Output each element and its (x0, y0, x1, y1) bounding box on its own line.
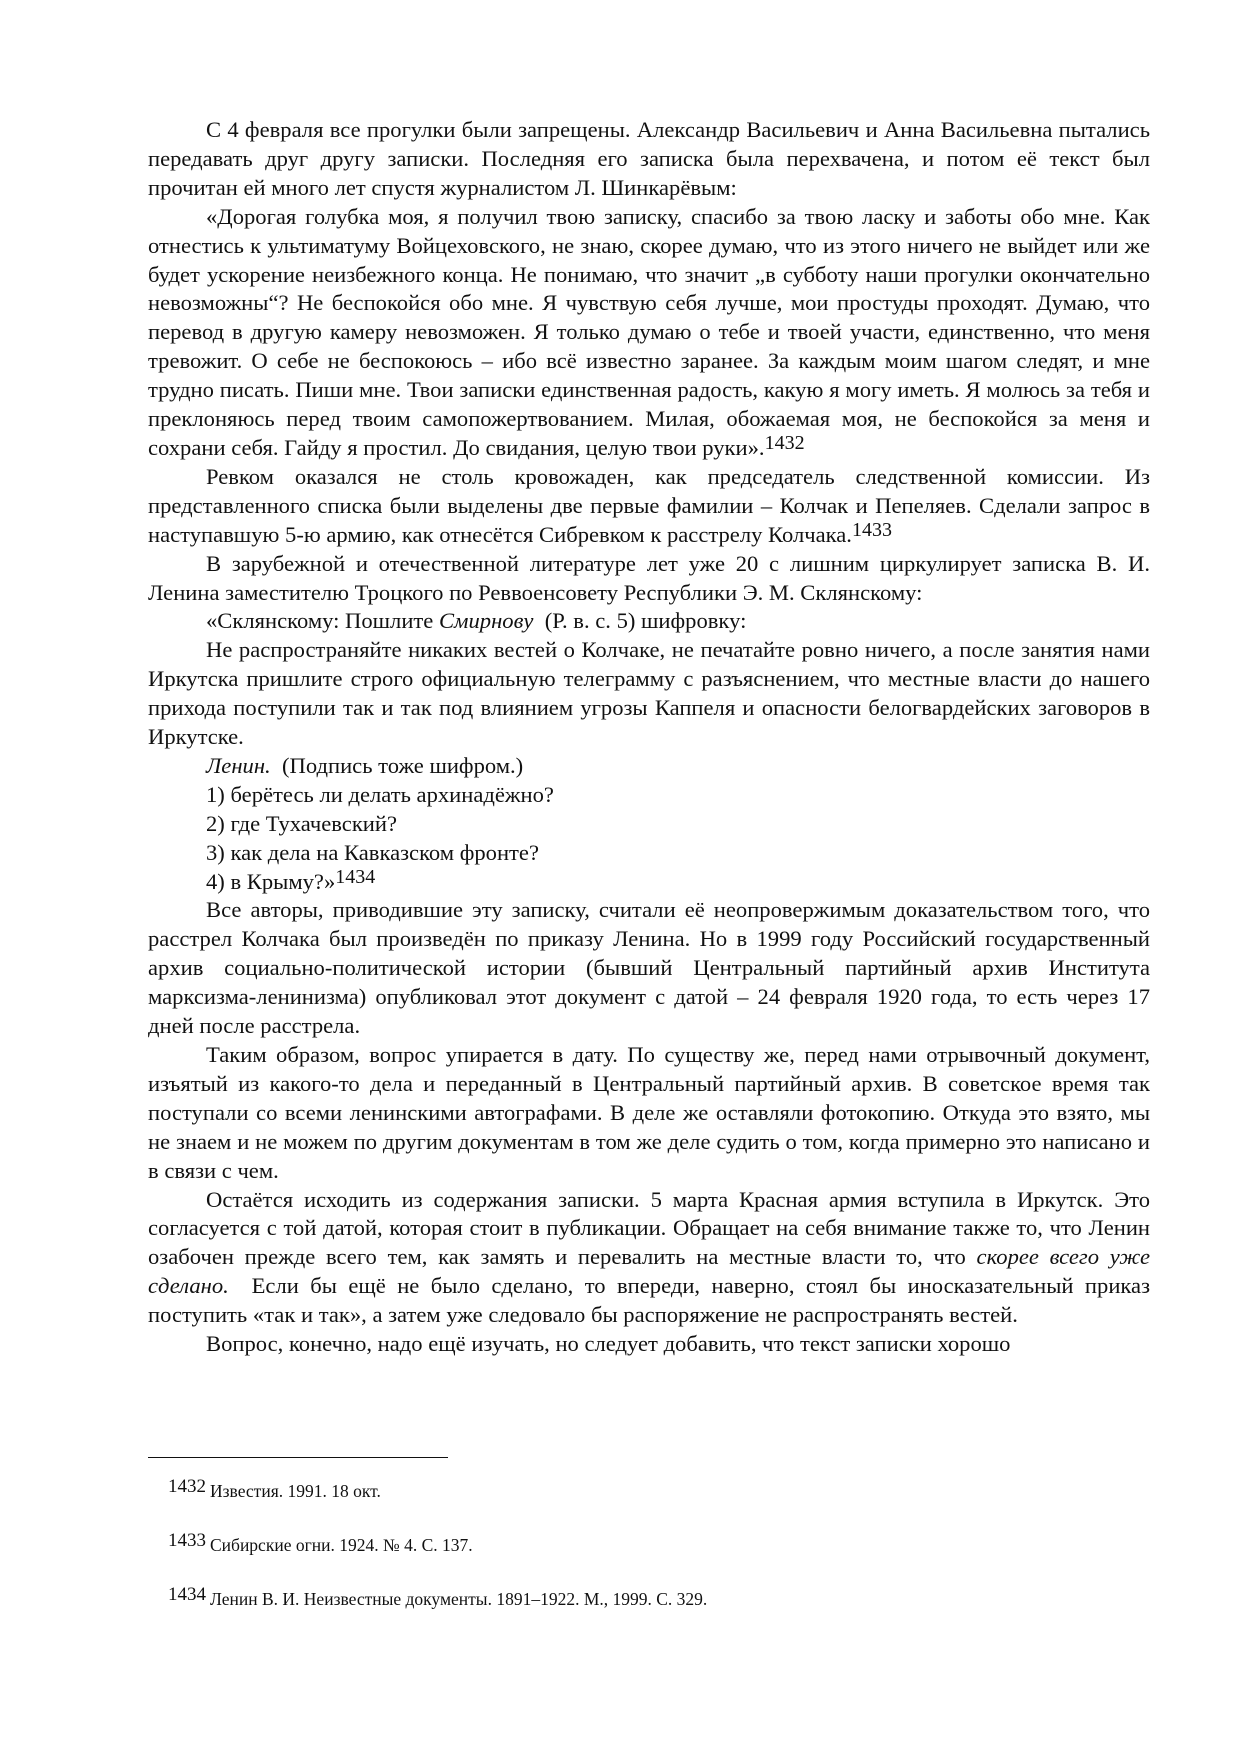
footnote (168, 1476, 381, 1502)
italic-phrase: скорее всего уже сделано. (148, 1244, 1150, 1299)
footnote-number: 1432 (168, 1476, 206, 1497)
paragraph-text: Остаётся исходить из содержания записки. 5 марта Красная армия вступила в Иркутск. Это согласуется с той датой, которая стоит в публикации. Обращает на себя внимание также то, что Ленин озабочен прежде всего тем, как замять и перевалить на местные власти то, что (148, 1186, 1150, 1270)
footnote-text: Ленин В. И. Неизвестные документы. 1891–1922. М., 1999. С. 329. (210, 1589, 708, 1609)
paragraph: Вопрос, конечно, надо ещё изучать, но следует добавить, что текст записки хорошо (206, 1331, 1011, 1357)
footnote-ref[interactable]: 1434 (335, 865, 376, 888)
footnote-ref[interactable]: 1432 (764, 431, 805, 454)
list-item: 1) берётесь ли делать архинадёжно? (206, 781, 554, 807)
list-item: 2) где Тухачевский? (206, 810, 398, 836)
paragraph-text: «Склянскому: Пошлите (206, 608, 434, 634)
footnote (168, 1530, 473, 1556)
list-item: 3) как дела на Кавказском фронте? (206, 839, 539, 865)
main-text (148, 116, 1150, 1359)
quote-text: «Дорогая голубка моя, я получил твою записку, спасибо за твою ласку и заботы обо мне. Как отнестись к ультиматуму Войцеховского, не знаю, скорее думаю, что из этого ничего не выйдет или же будет ускорение неизбежного конца. Не понимаю, что значит „в субботу наши прогулки окончательно невозможны“? Не беспокойся обо мне. Я чувствую себя лучше, мои простуды проходят. Думаю, что перевод в другую камеру невозможен. Я только думаю о тебе и твоей участи, единственно, что меня тревожит. О себе не беспокоюсь – ибо всё известно заранее. За каждым моим шагом следят, и мне трудно писать. Пиши мне. Твои записки единственная радость, какую я могу иметь. Я молюсь за тебя и преклоняюсь перед твоим самопожертвованием. Милая, обожаемая моя, не беспокойся за меня и сохрани себя. Гайду я простил. До свидания, целую твои руки». (148, 203, 1150, 460)
signature-note: (Подпись тоже шифром.) (282, 752, 524, 778)
footnote-number: 1434 (168, 1584, 206, 1605)
footnote-divider (148, 1457, 448, 1458)
paragraph-text: Если бы ещё не было сделано, то впереди, наверно, стоял бы иносказательный приказ поступить «так и так», а затем уже следовало бы распоряжение не распространять вестей. (148, 1273, 1150, 1328)
paragraph-text: (Р. в. с. 5) шифровку: (544, 608, 747, 634)
paragraph: В зарубежной и отечественной литературе лет уже 20 с лишним циркулирует записка В. И. Ленина заместителю Троцкого по Реввоенсовету Республики Э. М. Склянскому: (148, 550, 1150, 605)
list-item (148, 865, 1150, 897)
paragraph: С 4 февраля все прогулки были запрещены. Александр Васильевич и Анна Васильевна пытались передавать друг другу записки. Последняя его записка была перехвачена, и потом её текст был прочитан ей много лет спустя журналистом Л. Шинкарёвым: (148, 117, 1150, 200)
footnote-text: Известия. 1991. 18 окт. (210, 1481, 381, 1501)
quote-paragraph (148, 203, 1150, 463)
paragraph: Таким образом, вопрос упирается в дату. По существу же, перед нами отрывочный документ, изъятый из какого-то дела и переданный в Центральный партийный архив. В советское время так поступали со всеми ленинскими автографами. В деле же оставляли фотокопию. Откуда это взято, мы не знаем и не можем по другим документам в том же деле судить о том, когда примерно это написано и в связи с чем. (148, 1042, 1150, 1183)
signature: Ленин. (206, 752, 271, 778)
footnote (168, 1584, 708, 1610)
italic-name: Смирнову (438, 608, 534, 634)
paragraph (148, 1186, 1150, 1331)
footnote-number: 1433 (168, 1530, 206, 1551)
paragraph (148, 463, 1150, 550)
signature-line (148, 752, 1150, 781)
paragraph-text: Ревком оказался не столь кровожаден, как председатель следственной комиссии. Из представленного списка были выделены две первые фамилии – Колчак и Пепеляев. Сделали запрос в наступавшую 5-ю армию, как отнесётся Сибревком к расстрелу Колчака. (148, 463, 1150, 547)
paragraph: Все авторы, приводившие эту записку, считали её неопровержимым доказательством того, что расстрел Колчака был произведён по приказу Ленина. Но в 1999 году Российский государственный архив социально-политической истории (бывший Центральный партийный архив Института марксизма-ленинизма) опубликовал этот документ с датой – 24 февраля 1920 года, то есть через 17 дней после расстрела. (148, 897, 1150, 1039)
paragraph: Не распространяйте никаких вестей о Колчаке, не печатайте ровно ничего, а после занятия нами Иркутска пришлите строго официальную телеграмму с разъяснением, что местные власти до нашего прихода поступили так и так под влиянием угрозы Каппеля и опасности белогвардейских заговоров в Иркутске. (148, 637, 1150, 750)
footnote-ref[interactable]: 1433 (851, 518, 892, 541)
footnote-text: Сибирские огни. 1924. № 4. С. 137. (210, 1535, 473, 1555)
list-item-text: 4) в Крыму?» (206, 868, 336, 894)
paragraph (148, 607, 1150, 636)
